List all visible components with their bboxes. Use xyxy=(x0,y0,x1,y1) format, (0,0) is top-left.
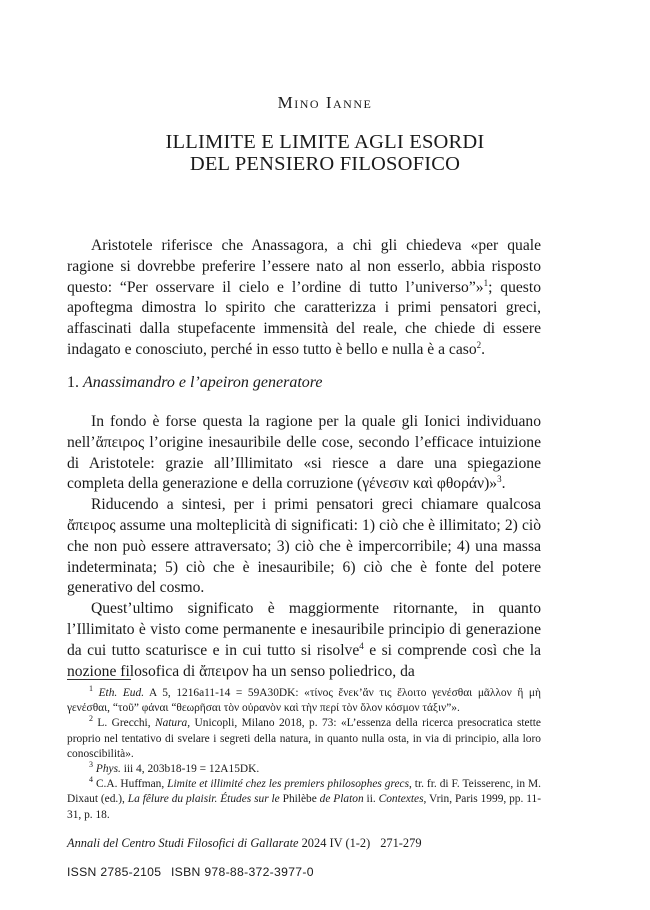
section-p3-text: Quest’ultimo significato è maggiormente ritornante, in quanto l’Illimitato è visto come permanente e inesauribile principio di generazione da cui tutto scaturisce e in cui tutto si risolve xyxy=(67,600,541,659)
footnote-4-mid: , tr. fr. di F. Teisserenc, in M. Dixaut (ed.), xyxy=(67,778,541,806)
footnote-ref-3[interactable]: 3 xyxy=(497,474,502,485)
footnote-1-text: A 5, 1216a11-14 = 59A30DK: «τίνος ἕνεκ’ἄν τις ἕλοιτο γενέσθαι μᾶλλον ἢ μὴ γενέσθαι, “τοῦ” φάναι “θεωρῆσαι τὸν οὐρανὸν καὶ τὴν περί τὸν ὅλον κόσμον τάξιν”». xyxy=(67,687,541,715)
intro-text-1: Aristotele riferisce che Anassagora, a chi gli chiedeva «per quale ragione si dovrebbe preferire l’essere nato al non esserlo, abbia risposto questo: “Per osservare il cielo e l’ordine di tutto l’universo”» xyxy=(67,237,541,296)
footnote-4-number: 4 xyxy=(89,775,93,785)
section-p1-end: . xyxy=(501,475,506,493)
intro-section xyxy=(67,236,541,361)
isbn: ISBN 978-88-372-3977-0 xyxy=(171,865,314,879)
title-line-2: DEL PENSIERO FILOSOFICO xyxy=(189,153,461,175)
journal-citation xyxy=(67,836,422,851)
section-p1-text: In fondo è forse questa la ragione per la quale gli Ionici individuano nell’ἄπειρος l’origine inesauribile delle cose, secondo l’efficace intuizione di Aristotele: grazie all’Illimitato «si riesce a dare una spiegazione completa della generazione e della corruzione (γένεσιν καὶ φθοράν)» xyxy=(67,413,541,493)
footnote-4-end: , Vrin, Paris 1999, pp. 11-31, p. 18. xyxy=(67,793,541,821)
footnote-2-text: , Unicopli, Milano 2018, p. 73: «L’essenza della ricerca presocratica stette proprio nel tentativo di svelare i segreti della natura, in quanto nulla osta, in via di principio, alla loro conoscibilità». xyxy=(67,717,541,760)
intro-text-2: ; questo apoftegma dimostra lo spirito che caratterizza i primi pensatori greci, affascinati dalla stupefacente immensità del reale, che chiede di essere indagato e conosciuto, perché in esso tutto è bello e nulla è a caso xyxy=(67,278,541,358)
footnote-ref-4[interactable]: 4 xyxy=(359,640,364,651)
footnote-2-number: 2 xyxy=(89,714,93,724)
footnote-ref-2[interactable]: 2 xyxy=(476,339,482,350)
footnote-1-number: 1 xyxy=(89,684,93,694)
journal-year-issue: 2024 IV (1-2) xyxy=(298,836,371,850)
footnotes xyxy=(67,686,541,823)
footnote-divider xyxy=(67,679,131,680)
footnote-3-work: Phys. xyxy=(95,763,121,776)
issn: ISSN 2785-2105 xyxy=(67,865,162,879)
footnote-4 xyxy=(67,777,541,823)
footnote-3-number: 3 xyxy=(89,760,93,770)
footnote-4-philebe: Philèbe xyxy=(279,793,320,806)
footnote-4-volume: ii. xyxy=(363,793,379,806)
footnote-ref-1[interactable]: 1 xyxy=(483,277,489,288)
section-paragraph-1 xyxy=(67,412,541,495)
footnote-1-work: Eth. Eud. xyxy=(98,687,145,699)
footnote-4-work-4: Contextes xyxy=(378,793,424,806)
footnote-2-work: Natura xyxy=(154,717,188,730)
journal-pages: 271-279 xyxy=(380,836,422,850)
section-p3-text-2: e si comprende così che la nozione filosofica di ἄπειρον ha un senso poliedrico, da xyxy=(67,641,541,680)
section-number: 1. xyxy=(67,374,79,391)
footnote-4-author: C.A. Huffman, xyxy=(95,778,168,791)
author-name: Mino Ianne xyxy=(277,93,373,112)
footnote-4-work-2: La fêlure du plaisir. Études sur le xyxy=(127,793,280,806)
section-paragraph-3 xyxy=(67,599,541,682)
title-line-1: ILLIMITE E LIMITE AGLI ESORDI xyxy=(165,131,485,153)
footnote-1 xyxy=(67,686,541,716)
intro-paragraph xyxy=(67,236,541,361)
footnote-4-work-3: de Platon xyxy=(319,793,364,806)
footnote-3 xyxy=(67,762,541,777)
footnote-2 xyxy=(67,716,541,762)
intro-text-end: . xyxy=(481,340,486,358)
section-paragraph-2: Riducendo a sintesi, per i primi pensatori greci chiamare qualcosa ἄπειρος assume una molteplicità di significati: 1) ciò che è illimitato; 2) ciò che non può essere attraversato; 3) ciò che è impercorribile; 4) una massa indeterminata; 5) ciò che è inesauribile; 6) ciò che è fonte del potere generativo del cosmo. xyxy=(67,496,541,597)
footnote-2-author: L. Grecchi, xyxy=(97,717,155,730)
footnote-4-work: Limite et illimité chez les premiers philosophes grecs xyxy=(167,778,410,791)
journal-name: Annali del Centro Studi Filosofici di Gallarate xyxy=(67,836,299,850)
article-title xyxy=(60,131,590,175)
section-heading xyxy=(67,373,323,393)
section-title: Anassimandro e l’apeiron generatore xyxy=(83,374,323,391)
section-body xyxy=(67,412,541,682)
identifier-line xyxy=(67,865,314,879)
footnote-3-text: iii 4, 203b18-19 = 12A15DK. xyxy=(120,763,260,776)
